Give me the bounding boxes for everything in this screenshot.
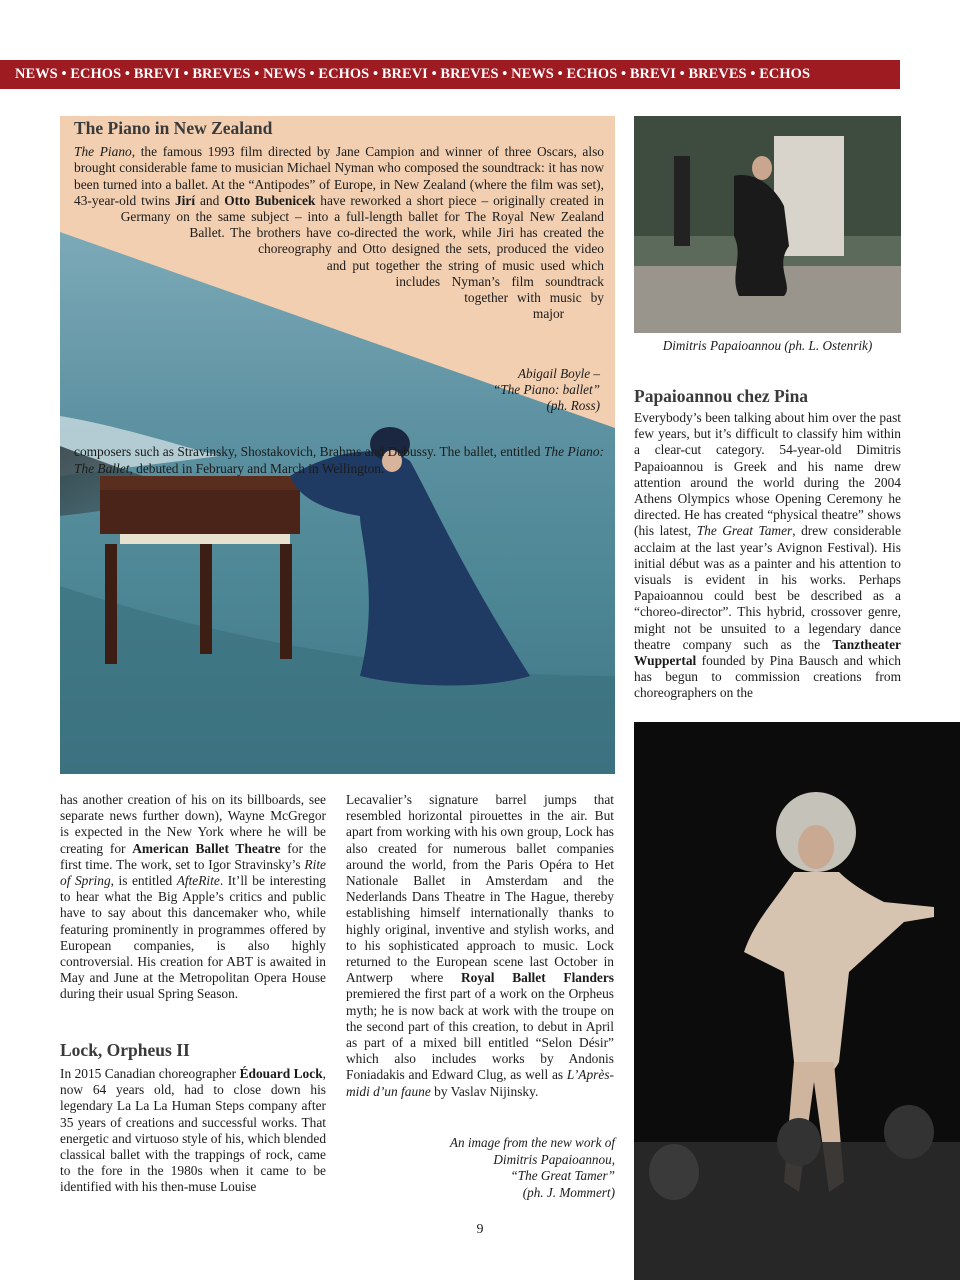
great-tamer-photo bbox=[634, 722, 960, 1280]
piano-photo-caption: Abigail Boyle – “The Piano: ballet” (ph. Ross) bbox=[493, 366, 600, 413]
mcgregor-text: has another creation of his on its billboards, see separate news further down), Wayne McGregor is expected in the New York where he will be creating for American Ballet Theatre for the first time. The work, set to Igor Stravinsky’s Rite of Spring, is entitled AfteRite. It’ll be interesting to hear what the Big Apple’s critics and public have to say about this dancemaker who, while featuring prominently in programmes offered by European companies, is also highly controversial. His creation for ABT is awaited in May and June at the Metropolitan Opera House during their usual Spring Season. bbox=[60, 792, 327, 1002]
lock-continued-text: Lecavalier’s signature barrel jumps that resembled horizontal pirouettes in the air. But apart from working with his own group, Lock has also created for numerous ballet companies around the world, from the Paris Opéra to Het Nationale Ballet in Amsterdam and the Nederlands Dans Theatre in The Hague, thereby establishing himself internationally thanks to highly original, inventive and stylish works, and to his sophisticated approach to music. Lock returned to the European scene last October in Antwerp where Royal Ballet Flanders premiered the first part of a work on the Orpheus myth; he is now back at work with the troupe on the second part of this creation, to debut in April as part of a mixed bill entitled “Selon Désir” which also includes works by Andonis Foniadakis and Edward Clug, as well as L’Après-midi d’un faune by Vaslav Nijinsky. bbox=[346, 792, 614, 1099]
dimitris-photo-caption: Dimitris Papaioannou (ph. L. Ostenrik) bbox=[662, 338, 873, 353]
piano-article-text bbox=[74, 120, 604, 477]
piano-article-body: The Piano, the famous 1993 film directed by Jane Campion and winner of three Oscars, also brought considerable fame to musician Michael Nyman who composed the soundtrack: it has now been turned into a ballet. At the “Antipodes” of Europe, in New Zealand (where the film was set), 43-year-old twins Jirí and Otto Bubenicek have reworked a short piece – originally created in Germany on the same subject – into a full-length ballet for The Royal New Zealand Ballet. The brothers have co-directed the work, while Jiri has created the choreography and Otto designed the sets, produced the video and put together the string of music used which includes Nyman’s film soundtrack together with music by major composers such as Stravinsky, Shostakovich, Brahms and Debussy. The ballet, entitled The Piano: The Ballet, debuted in February and March in Wellington. bbox=[74, 144, 604, 476]
piano-article-title: The Piano in New Zealand bbox=[74, 118, 273, 138]
great-tamer-caption: An image from the new work of Dimitris Papaioannou, “The Great Tamer” (ph. J. Mommert) bbox=[449, 1135, 615, 1200]
lock-text: In 2015 Canadian choreographer Édouard Lock, now 64 years old, had to close down his legendary La La La Human Steps company after 35 years of creations and successful works. That energetic and virtuoso style of his, which blended classical ballet with the trappings of rock, came to the fore in the 1980s when it came to be identified with his then-muse Louise bbox=[60, 1066, 327, 1195]
papaioannou-title: Papaioannou chez Pina bbox=[634, 386, 809, 406]
papaioannou-text: Everybody’s been talking about him over the past few years, but it’s difficult to classify him within a clear-cut category. 54-year-old Dimitris Papaioannou is Greek and his name drew attention around the world during the 2004 Athens Olympics whose Opening Ceremony he directed. He has created “physical theatre” shows (his latest, The Great Tamer, drew considerable acclaim at the last year’s Avignon Festival). His initial début was as a painter and his attention to visuals is evident in his works. Perhaps Papaioannou could best be described as a “choreo-director”. This hybrid, crossover genre, might not be unsuited to a legendary dance theatre company such as the Tanztheater Wuppertal founded by Pina Bausch and which has begun to commission creations from choreographers on the bbox=[634, 410, 902, 701]
section-banner: NEWS • ECHOS • BREVI • BREVES • NEWS • ECHOS • BREVI • BREVES • NEWS • ECHOS • BREVI • BREVES • ECHOS bbox=[0, 60, 900, 89]
page-number: 9 bbox=[476, 1222, 484, 1237]
dimitris-photo bbox=[634, 116, 901, 333]
lock-title: Lock, Orpheus II bbox=[60, 1040, 190, 1060]
piano-article bbox=[60, 116, 615, 774]
